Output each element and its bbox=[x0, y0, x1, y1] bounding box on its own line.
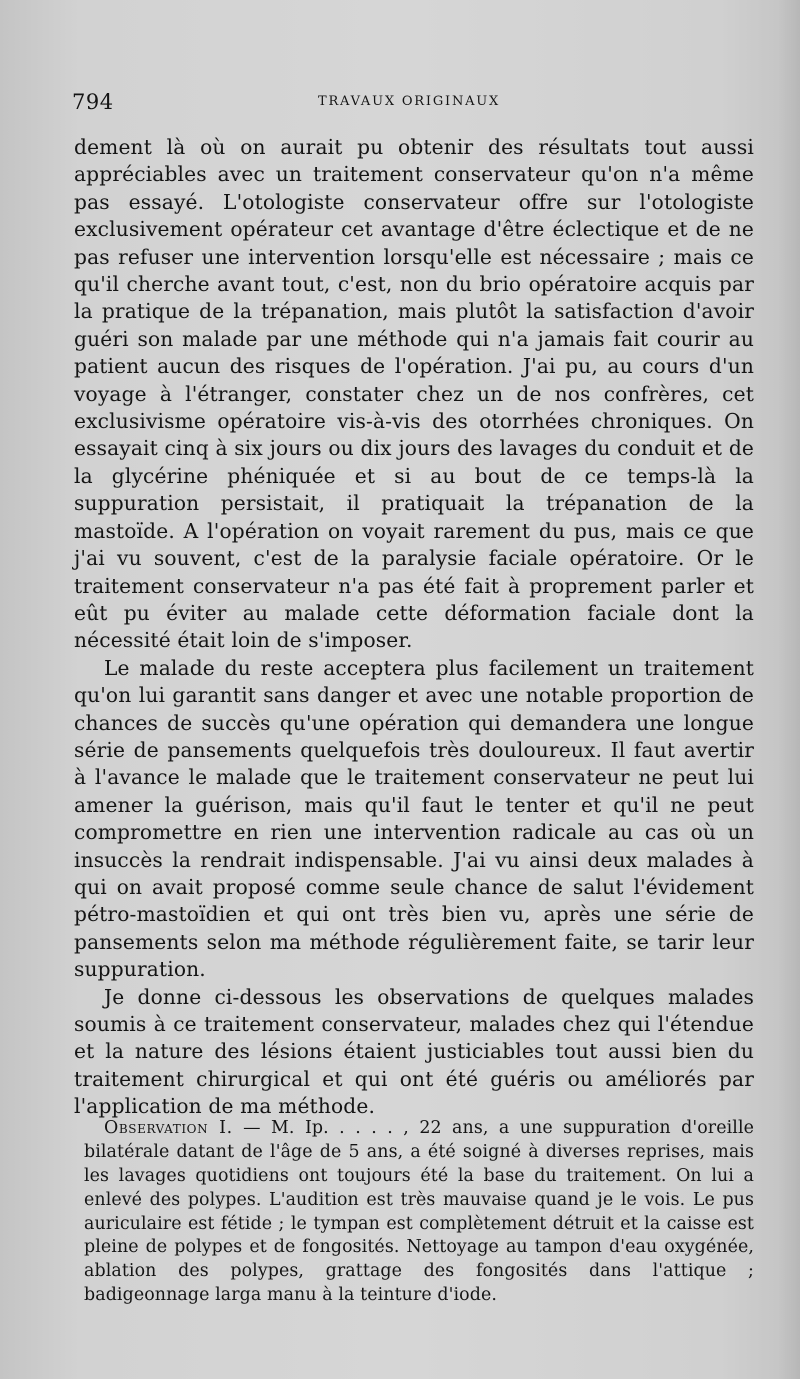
paragraph-continued: dement là où on aurait pu obtenir des résultats tout aussi appréciables avec un traitement conservateur qu'on n'a même pas essayé. L'otologiste conservateur offre sur l'otologiste exclusivement opérateur cet avantage d'être éclectique et de ne pas refuser une intervention lorsqu'elle est nécessaire ; mais ce qu'il cherche avant tout, c'est, non du brio opératoire acquis par la pratique de la trépanation, mais plutôt la satisfaction d'avoir guéri son malade par une méthode qui n'a jamais fait courir au patient aucun des risques de l'opération. J'ai pu, au cours d'un voyage à l'étranger, constater chez un de nos confrères, cet exclusivisme opératoire vis-à-vis des otorrhées chroniques. On essayait cinq à six jours ou dix jours des lavages du conduit et de la glycérine phéniquée et si au bout de ce temps-là la suppuration persistait, il pratiquait la trépanation de la mastoïde. A l'opération on voyait rarement du pus, mais ce que j'ai vu souvent, c'est de la paralysie faciale opératoire. Or le traitement conservateur n'a pas été fait à proprement parler et eût pu éviter au malade cette déformation faciale dont la nécessité était loin de s'imposer. bbox=[74, 135, 754, 653]
body-text bbox=[74, 134, 754, 1121]
page-edge-shadow bbox=[778, 0, 800, 1379]
observation-label: Observation I. bbox=[104, 1118, 233, 1139]
running-title: TRAVAUX ORIGINAUX bbox=[318, 94, 501, 109]
running-head bbox=[72, 90, 752, 116]
paragraph: Je donne ci-dessous les observations de quelques malades soumis à ce traitement conservateur, malades chez qui l'étendue et la nature des lésions étaient justiciables tout aussi bien du traitement chirurgical et qui ont été guéris ou améliorés par l'application de ma méthode. bbox=[74, 984, 754, 1119]
paragraph: Le malade du reste acceptera plus facilement un traitement qu'on lui garantit sans danger et avec une notable proportion de chances de succès qu'une opération qui demandera une longue série de pansements quelquefois très douloureux. Il faut avertir à l'avance le malade que le traitement conservateur ne peut lui amener la guérison, mais qu'il faut le tenter et qu'il ne peut compromettre en rien une intervention radicale au cas où un insuccès la rendrait indispensable. J'ai vu ainsi deux malades à qui on avait proposé comme seule chance de salut l'évidement pétro-mastoïdien et qui ont très bien vu, après une série de pansements selon ma méthode régulièrement faite, se tarir leur suppuration. bbox=[74, 655, 754, 982]
observation-entry bbox=[84, 1117, 754, 1307]
page-number: 794 bbox=[72, 90, 114, 114]
observation-text: — M. Ip. . . . . , 22 ans, a une suppuration d'oreille bilatérale datant de l'âge de 5 ans, a été soigné à diverses reprises, mais les lavages quotidiens ont toujours été la base du traitement. On lui a enlevé des polypes. L'audition est très mauvaise quand je le vois. Le pus auriculaire est fétide ; le tympan est complètement détruit et la caisse est pleine de polypes et de fongosités. Nettoyage au tampon d'eau oxygénée, ablation des polypes, grattage des fongosités dans l'attique ; badigeonnage larga manu à la teinture d'iode. bbox=[84, 1118, 754, 1305]
